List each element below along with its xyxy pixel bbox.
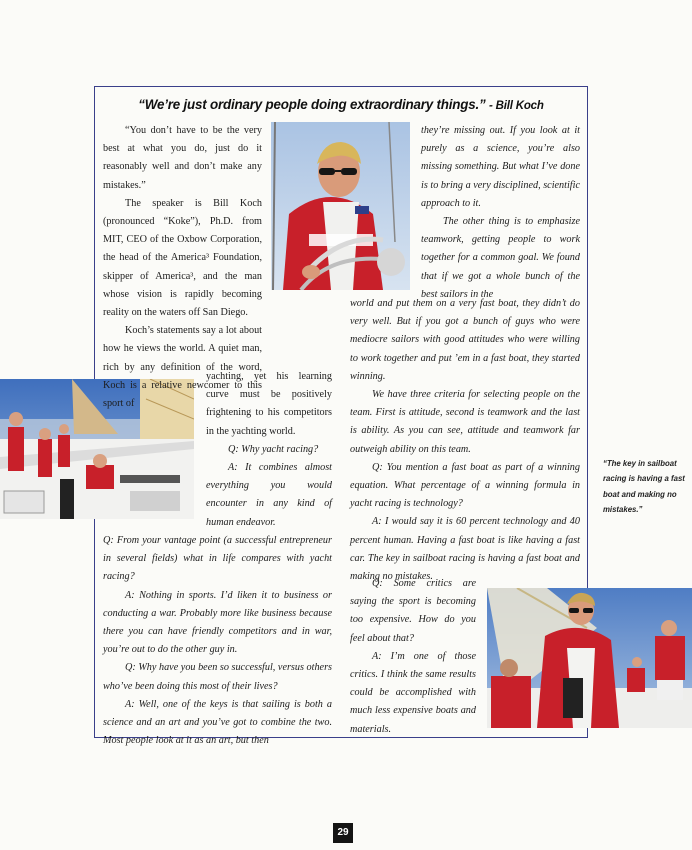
answer-expense: A: I’m one of those critics. I think the same results could be accomplished with much less expensive boats and materials. xyxy=(350,650,476,735)
answer-technology: A: I would say it is 60 percent technology and 40 percent human. Having a fast boat is like having a fast car. The key in sailboat racing is having a fast boat and making no mistakes. xyxy=(350,516,580,583)
answer-vantage-point: A: Nothing in sports. I’d liken it to business or conducting a war. Probably more like business because there you can have friendly competitors and in war, you’re out to do the other guy in. xyxy=(103,589,332,656)
skipper-and-crew-photo xyxy=(487,588,692,728)
question-technology: Q: You mention a fast boat as part of a winning equation. What percentage of a winning formula in yacht racing is technology? xyxy=(350,461,580,510)
science-paragraph: they’re missing out. If you look at it purely as a science, you’re also missing something. But what I’ve done is to bring a very disciplined, scientific approach to it. xyxy=(421,125,580,209)
koch-paragraph: Koch’s statements say a lot about how he views the world. A quiet man, rich by any definition of the word, Koch is a relative newcomer to this sport of xyxy=(103,325,262,410)
speaker-paragraph: The speaker is Bill Koch (pronounced “Koke”), Ph.D. from MIT, CEO of the Oxbow Corporation, the head of the America³ Foundation, skipper of America³, and the man whose vision is rapidly becoming reality on the waters off San Diego. xyxy=(103,197,262,319)
headline-quote: “We’re just ordinary people doing extraordinary things.” xyxy=(138,97,486,112)
question-success: Q: Why have you been so successful, versus others who’ve been doing this most of their lives? xyxy=(103,662,332,692)
koch-paragraph-continued: yachting, yet his learning curve must be positively frightening to his competitors in the yachting world. xyxy=(206,371,332,437)
question-vantage-point: Q: From your vantage point (a successful entrepreneur in several fields) what in life compares with yacht racing? xyxy=(103,535,332,583)
headline-attribution: - Bill Koch xyxy=(489,100,544,112)
answer-why-yacht-racing: A: It combines almost everything you would encounter in any kind of human endeavor. xyxy=(206,462,332,528)
column-right-lower xyxy=(350,575,476,739)
headline xyxy=(96,97,586,112)
skipper-at-wheel-photo xyxy=(271,122,410,290)
column-right-narrow xyxy=(421,122,580,304)
criteria-paragraph: We have three criteria for selecting people on the team. First is attitude, second is teamwork and the last is ability. As you can see, attitude and teamwork far outweigh ability on this team. xyxy=(350,389,580,455)
question-why-yacht-racing: Q: Why yacht racing? xyxy=(228,443,319,455)
column-left-lower xyxy=(103,532,332,750)
intro-quote: “You don’t have to be the very best at what you do, just do it reasonably well and don’t make any mistakes.” xyxy=(103,125,262,191)
pull-quote: “The key in sailboat racing is having a fast boat and making no mistakes.” xyxy=(603,459,685,515)
question-expense: Q: Some critics are saying the sport is becoming too expensive. How do you feel about that? xyxy=(350,578,476,644)
answer-success: A: Well, one of the keys is that sailing is both a science and an art and you’ve got to combine the two. Most people look at it as an art, but then xyxy=(103,698,332,747)
page-number: 29 xyxy=(333,823,353,843)
column-left-narrow xyxy=(206,368,332,532)
column-right-full xyxy=(350,295,580,586)
teamwork-paragraph-continued: world and put them on a very fast boat, they didn’t do very well. But if you got a bunch of guys who were mediocre sailors with good attitudes who were willing to work together and put ’em in a fast boat, they started winning. xyxy=(350,298,580,382)
teamwork-paragraph: The other thing is to emphasize teamwork, getting people to work together for a common goal. We found that if we got a whole bunch of the best sailors in the xyxy=(421,216,580,300)
